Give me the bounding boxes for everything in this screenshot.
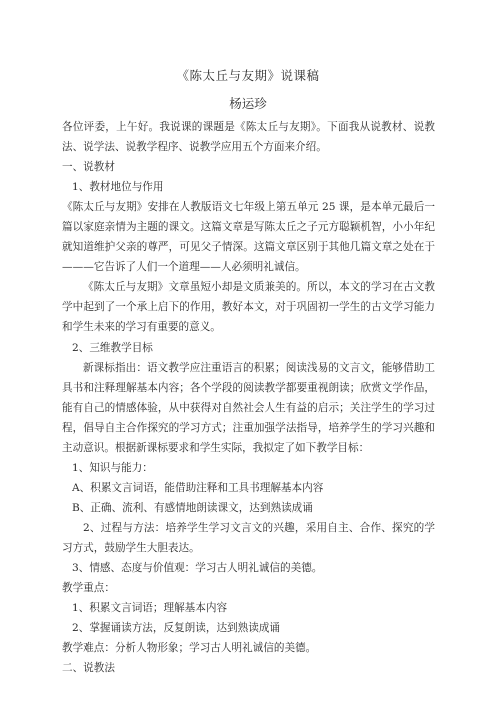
paragraph-curriculum: 新课标指出：语文教学应注重语言的积累；阅读浅易的文言文，能够借助工具书和注释理解基本内容；各个学段的阅读教学都要重视朗读；欣赏文学作品，能有自己的情感体验，从中获得对自然社会人生有益的启示；关注学生的学习过程，倡导自主合作探究的学习方式；注重加强学法指导，培养学生的学习兴趣和主动意识。根据新课标要求和学生实际，我拟定了如下教学目标：	[62, 361, 435, 454]
document-author: 杨运珍	[229, 96, 267, 111]
subheading-teaching-goals: 2、三维教学目标	[72, 341, 153, 354]
section-heading-textbook: 一、说教材	[62, 161, 115, 174]
key-points-heading: 教学重点：	[62, 582, 115, 595]
document-body	[62, 117, 435, 678]
document-title: 《陈太丘与友期》说课稿	[176, 68, 320, 83]
goal-knowledge-ability: 1、知识与能力：	[72, 461, 153, 474]
difficult-points: 教学难点：分析人物形象；学习古人明礼诚信的美德。	[62, 642, 317, 655]
goal-emotion-values: 3、情感、态度与价值观：学习古人明礼诚信的美德。	[72, 562, 323, 575]
goal-b: B、正确、流利、有感情地朗读课文，达到熟读成诵	[72, 501, 313, 514]
paragraph-placement: 《陈太丘与友期》安排在人教版语文七年级上第五单元 25 课，是本单元最后一篇以家庭亲情为主题的课文。这篇文章是写陈太丘之子元方聪颖机智，小小年纪就知道维护父亲的尊严，可见父子情深。这篇文章区别于其他几篇文章之处在于———它告诉了人们一个道理——人必须明礼诚信。	[62, 201, 435, 274]
key-point-1: 1、积累文言词语；理解基本内容	[72, 602, 228, 615]
subheading-position-role: 1、教材地位与作用	[72, 181, 164, 194]
goal-process-method: 2、过程与方法：培养学生学习文言文的兴趣，采用自主、合作、探究的学习方式，鼓励学生大胆表达。	[62, 521, 435, 554]
paragraph-significance: 《陈太丘与友期》文章虽短小却是文质兼美的。所以，本文的学习在古文教学中起到了一个承上启下的作用，教好本文，对于巩固初一学生的古文学习能力和学生未来的学习有重要的意义。	[62, 281, 435, 334]
key-point-2: 2、掌握诵读方法，反复朗读，达到熟读成诵	[72, 622, 281, 635]
intro-paragraph: 各位评委，上午好。我说课的课题是《陈太丘与友期》。下面我从说教材、说教法、说学法、说教学程序、说教学应用五个方面来介绍。	[62, 121, 435, 154]
section-heading-teaching-method: 二、说教法	[62, 662, 115, 675]
goal-a: A、积累文言词语，能借助注释和工具书理解基本内容	[72, 481, 324, 494]
